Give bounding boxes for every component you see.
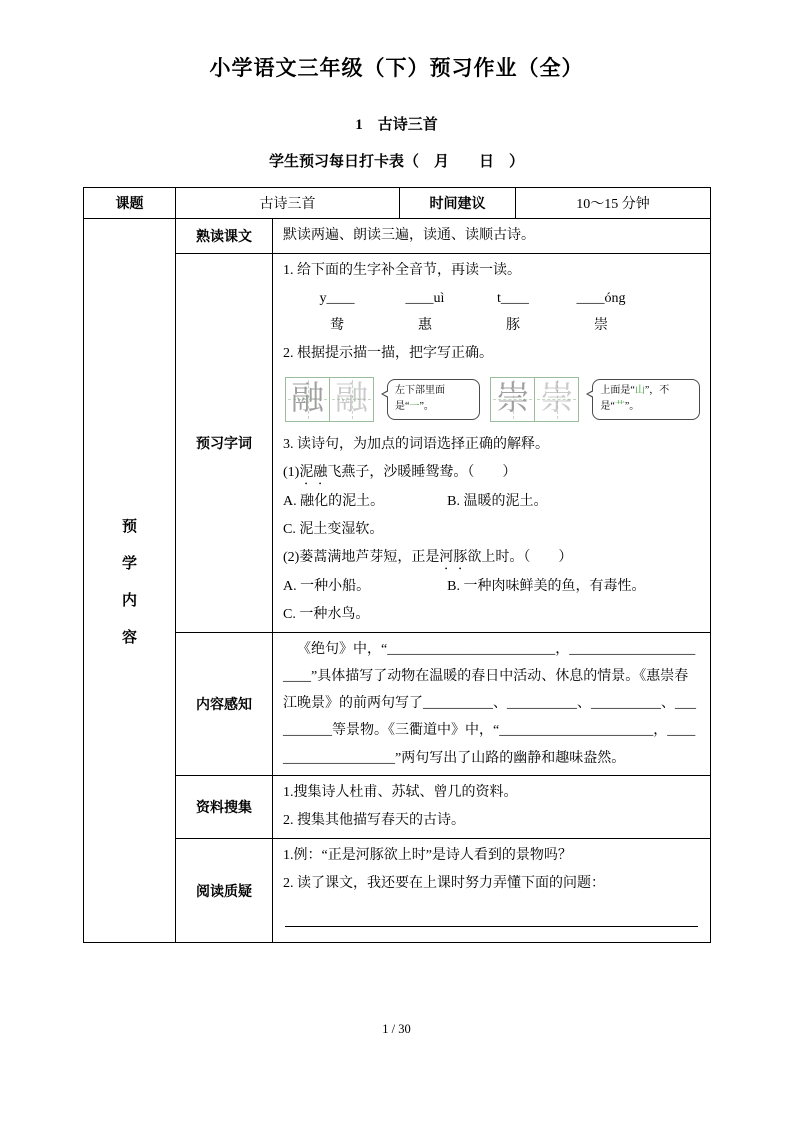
pinyin-blanks-row [293, 285, 700, 340]
pinyin-item [293, 285, 381, 340]
task-3-text: 3. 读诗句，为加点的词语选择正确的解释。 [283, 436, 549, 452]
trace-character: 崇 [540, 380, 574, 417]
question-2-option-ab: A. 一种小船。 B. 一种肉味鲜美的鱼，有毒性。 [283, 578, 646, 594]
pinyin-blank: ____uì [405, 291, 445, 306]
emphasized-word: 河豚 [439, 549, 468, 565]
trace-group-rong [285, 377, 480, 422]
pinyin-blank: t____ [497, 291, 529, 306]
hanzi-char: 豚 [506, 318, 520, 334]
tip-stroke: 一 [409, 401, 420, 413]
writing-grid-box [285, 377, 330, 422]
preview-table [83, 187, 711, 943]
emphasized-word: 泥融 [299, 464, 328, 480]
question-prompt-line: 2. 读了课文，我还要在上课时努力弄懂下面的问题： [283, 876, 605, 892]
preview-words-row [84, 254, 711, 633]
checkin-subtitle: 学生预习每日打卡表（ 月 日 ） [268, 154, 524, 170]
familiar-reading-label: 熟读课文 [176, 219, 273, 254]
question-text: 欲上时。（ ） [467, 549, 573, 565]
task-1-text: 1. 给下面的生字补全音节，再读一读。 [283, 263, 521, 278]
time-value-cell: 10～15 分钟 [516, 188, 711, 219]
hanzi-char: 鸯 [330, 318, 344, 334]
preview-words-content [273, 254, 711, 633]
tip-text: 左下部里面是“ [395, 384, 445, 413]
question-text: (2)蒌蒿满地芦芽短，正是 [283, 549, 440, 565]
question-2-text [283, 544, 700, 573]
document-title: 小学语文三年级（下）预习作业（全） [209, 56, 584, 80]
question-1-option-ab: A. 融化的泥土。 B. 温暖的泥土。 [283, 493, 548, 509]
prelearn-content-label [85, 515, 174, 647]
material-line-1: 1.搜集诗人杜甫、苏轼、曾几的资料。 [283, 785, 518, 801]
trace-practice-row [285, 377, 700, 422]
answer-blank-line [285, 902, 698, 927]
trace-group-chong [490, 377, 700, 422]
vertical-label-char: 容 [121, 628, 137, 646]
pinyin-item [469, 285, 557, 340]
writing-grid-box [490, 377, 535, 422]
familiar-reading-row [84, 219, 711, 254]
topic-value-cell: 古诗三首 [176, 188, 400, 219]
material-collection-label: 资料搜集 [176, 776, 273, 839]
trace-character: 融 [335, 380, 368, 417]
vertical-label-char: 内 [121, 591, 137, 609]
question-2-option-c: C. 一种水鸟。 [283, 606, 370, 622]
topic-label-cell: 课题 [84, 188, 176, 219]
hanzi-char: 崇 [594, 318, 608, 334]
reading-questions-label: 阅读质疑 [176, 839, 273, 943]
tip-text: ”，不是“ [600, 384, 670, 413]
reading-questions-row [84, 839, 711, 943]
preview-words-label: 预习字词 [176, 254, 273, 633]
question-text: 飞燕子，沙暖睡鸳鸯。（ ） [327, 464, 517, 480]
tip-text: ”。 [419, 401, 434, 413]
writing-grid-box [534, 377, 579, 422]
prelearn-content-cell [84, 219, 176, 943]
pinyin-item [557, 285, 645, 340]
lesson-heading: 1 古诗三首 [355, 117, 438, 133]
content-perception-label: 内容感知 [176, 632, 273, 775]
question-text: (1) [283, 464, 300, 480]
tip-text: 上面是“ [600, 384, 635, 396]
pinyin-blank: y____ [319, 291, 355, 306]
trace-character: 崇 [496, 380, 530, 417]
tip-stroke: 山 [634, 384, 645, 396]
material-collection-row [84, 776, 711, 839]
writing-tip-bubble [592, 379, 700, 420]
content-perception-row [84, 632, 711, 775]
writing-grid-pair [285, 377, 374, 422]
pinyin-blank: ____óng [576, 291, 626, 306]
reading-questions-content [273, 839, 711, 943]
hanzi-char: 惠 [418, 318, 432, 334]
page-number: 1 / 30 [382, 1022, 411, 1036]
familiar-reading-text: 默读两遍、朗读三遍，读通、读顺古诗。 [283, 228, 535, 243]
content-perception-content [273, 632, 711, 775]
tip-stroke: 艹 [614, 401, 625, 413]
task-2-text: 2. 根据提示描一描，把字写正确。 [283, 345, 493, 361]
writing-grid-pair [490, 377, 579, 422]
tip-text: ”。 [624, 401, 640, 413]
question-1-option-c: C. 泥土变湿软。 [283, 521, 384, 537]
material-collection-content [273, 776, 711, 839]
header-row [84, 188, 711, 219]
question-1-text [283, 459, 700, 488]
content-perception-text: 《绝句》中，“________________________，______________________”具体描写了动物在温暖的春日中活动、休息的情景。《惠崇春江晚景》的前两句写了__________、__________、__________、__________等景物。《三衢道中》中，“______________________，____________________”两句写出了山路的幽静和趣味盎然。 [283, 641, 696, 766]
pinyin-item [381, 285, 469, 340]
vertical-label-char: 预 [121, 517, 137, 535]
writing-grid-box [329, 377, 374, 422]
question-example-line: 1.例：“正是河豚欲上时”是诗人看到的景物吗？ [283, 848, 572, 864]
writing-tip-bubble [387, 379, 480, 420]
material-line-2: 2. 搜集其他描写春天的古诗。 [283, 813, 465, 829]
vertical-label-char: 学 [121, 554, 137, 572]
familiar-reading-content [273, 219, 711, 254]
time-label-cell: 时间建议 [400, 188, 516, 219]
trace-character: 融 [291, 380, 324, 417]
